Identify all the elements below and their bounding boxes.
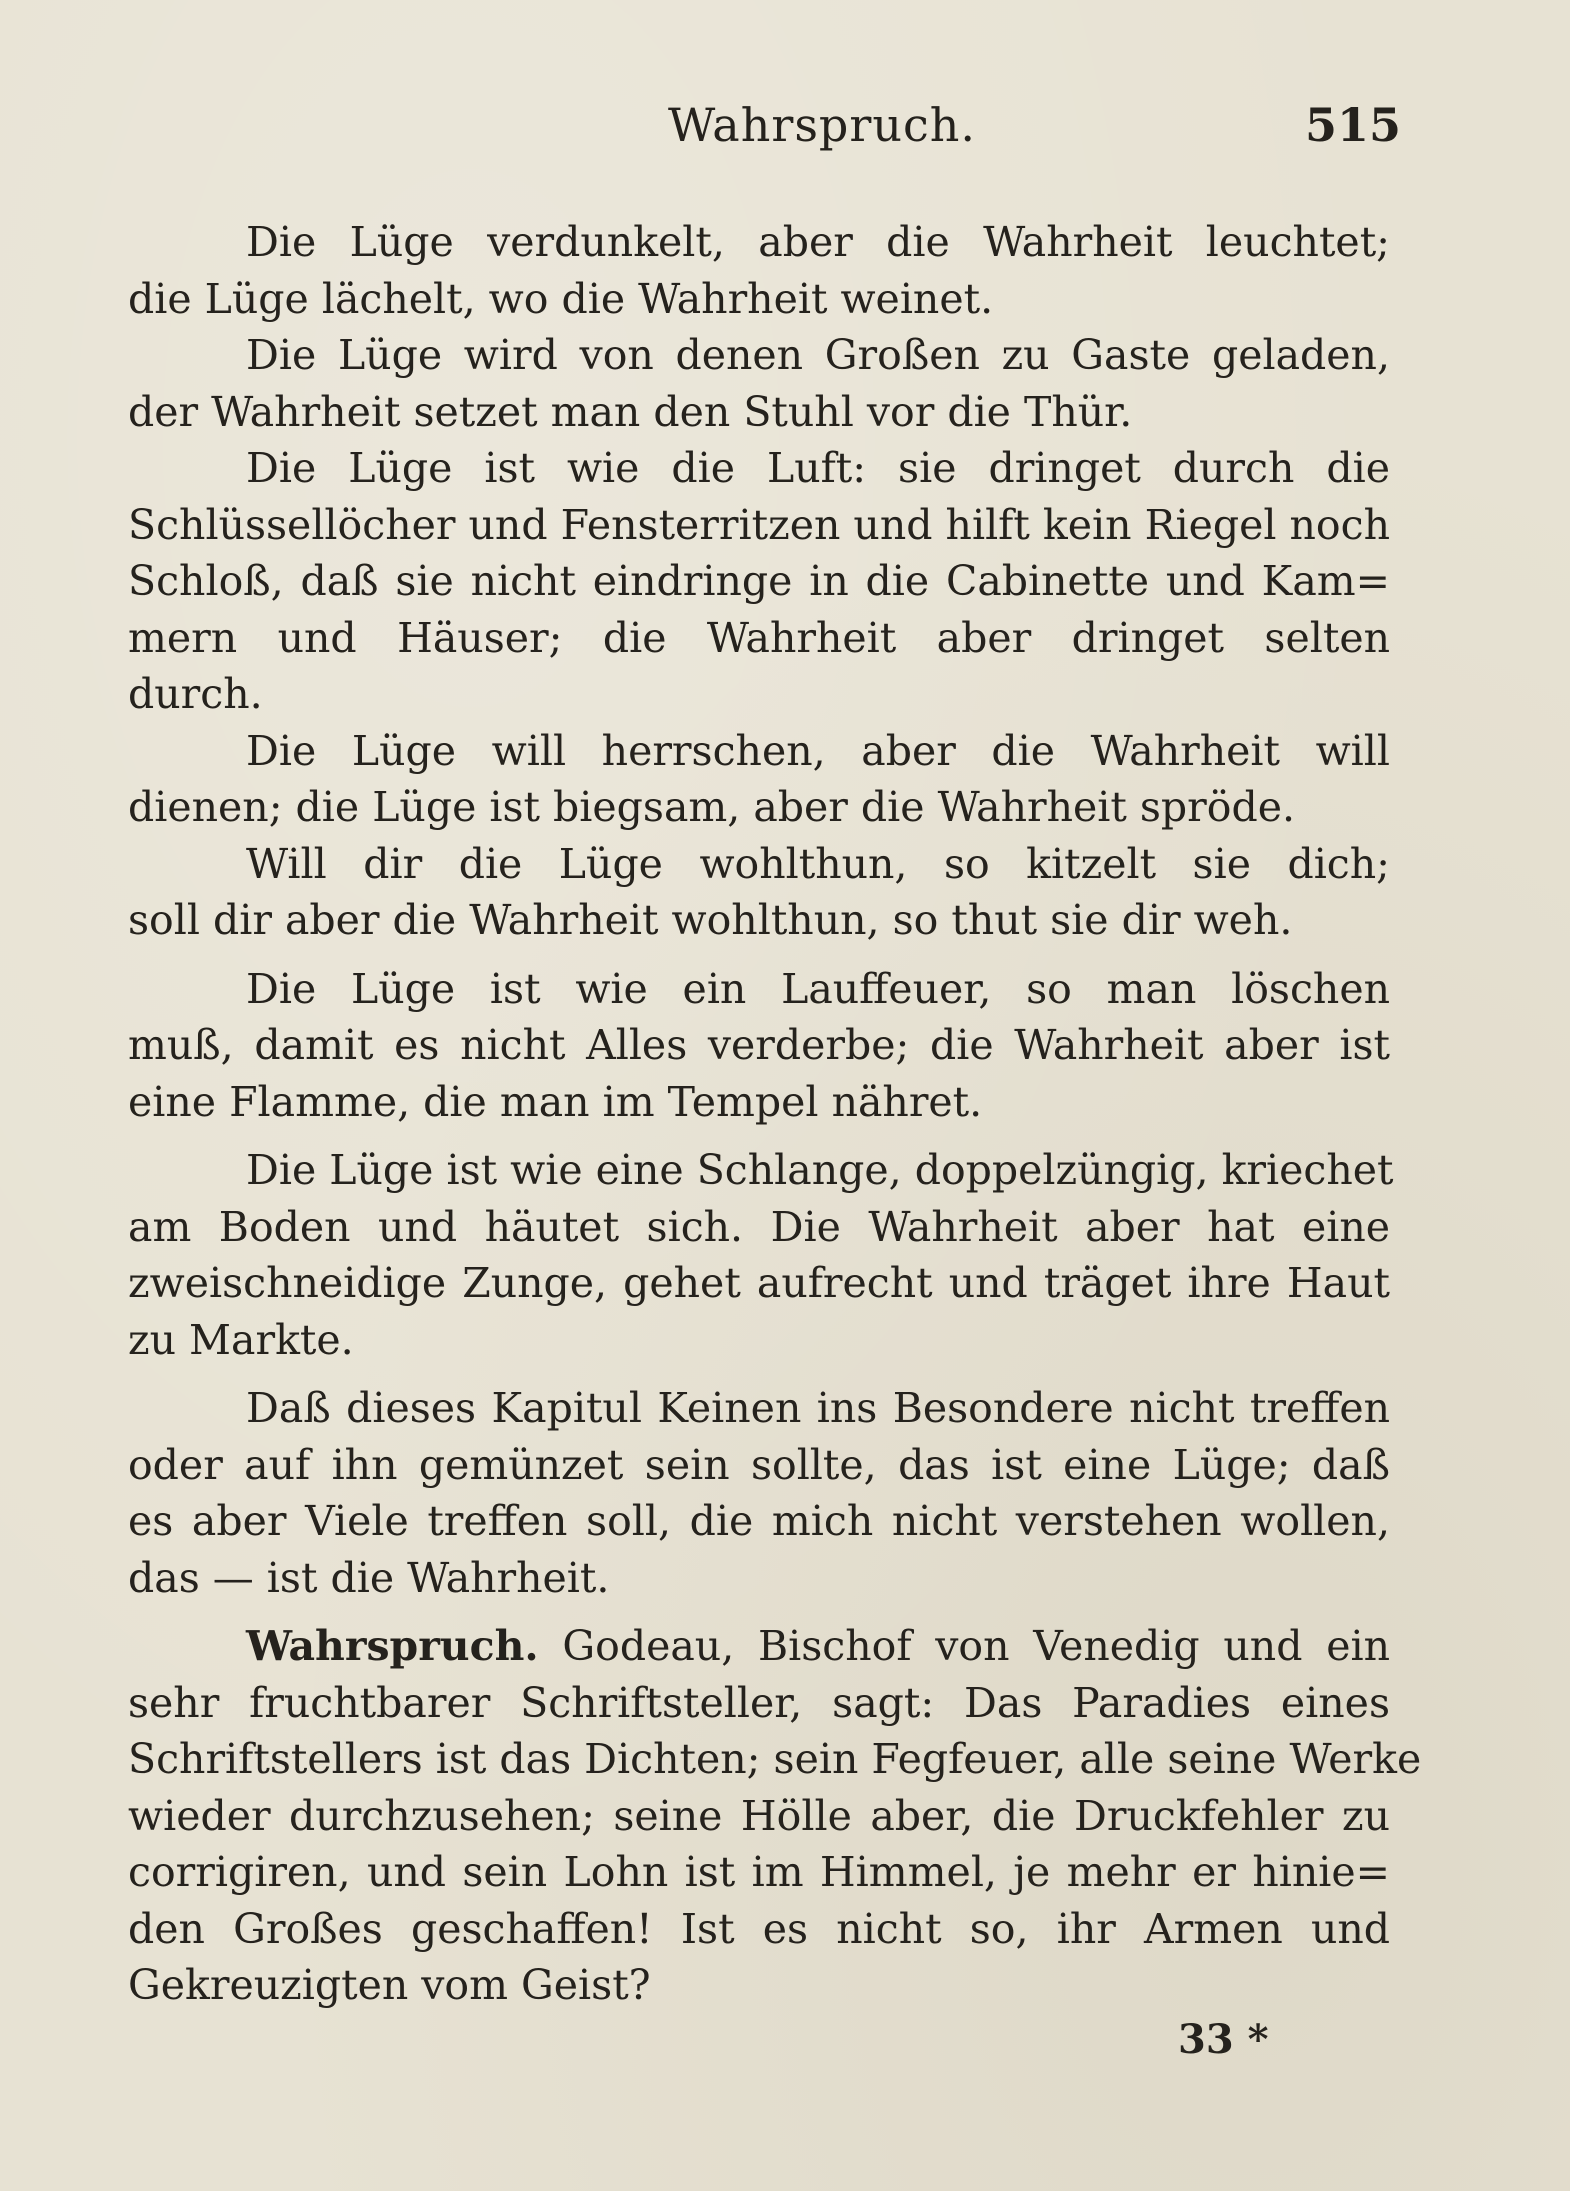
paragraph-gap bbox=[128, 1130, 1390, 1142]
text-line: Schriftstellers ist das Dichten; sein Fegfeuer, alle seine Werke bbox=[128, 1735, 1422, 1783]
entry-first-line-text: Godeau, Bischof von Venedig und ein bbox=[562, 1622, 1390, 1670]
text-line: Die Lüge will herrschen, aber die Wahrheit will bbox=[246, 726, 1390, 775]
text-line: Die Lüge ist wie ein Lauffeuer, so man löschen bbox=[246, 964, 1390, 1013]
text-line: Schloß, daß sie nicht eindringe in die Cabinette und Kam= bbox=[128, 557, 1390, 605]
entry-lemma: Wahrspruch. bbox=[246, 1622, 539, 1670]
text-line: Daß dieses Kapitul Keinen ins Besondere nicht treffen bbox=[246, 1384, 1390, 1432]
text-line: muß, damit es nicht Alles verderbe; die Wahrheit aber ist bbox=[128, 1021, 1390, 1069]
text-line: soll dir aber die Wahrheit wohlthun, so thut sie dir weh. bbox=[128, 896, 1293, 944]
text-line: sehr fruchtbarer Schriftsteller, sagt: Das Paradies eines bbox=[128, 1678, 1390, 1727]
text-line: oder auf ihn gemünzet sein sollte, das ist eine Lüge; daß bbox=[128, 1440, 1390, 1489]
signature-mark: 33 * bbox=[1178, 2016, 1269, 2063]
text-line: den Großes geschaffen! Ist es nicht so, ihr Armen und bbox=[128, 1904, 1390, 1953]
text-line: es aber Viele treffen soll, die mich nicht verstehen wollen, bbox=[128, 1497, 1390, 1545]
text-line: Will dir die Lüge wohlthun, so kitzelt sie dich; bbox=[246, 839, 1390, 888]
text-line: mern und Häuser; die Wahrheit aber dringet selten bbox=[128, 613, 1390, 662]
text-line: dienen; die Lüge ist biegsam, aber die Wahrheit spröde. bbox=[128, 783, 1295, 831]
text-line: zu Markte. bbox=[128, 1315, 354, 1364]
text-line: die Lüge lächelt, wo die Wahrheit weinet. bbox=[128, 274, 994, 323]
text-line: der Wahrheit setzet man den Stuhl vor die Thür. bbox=[128, 387, 1133, 436]
text-line: Gekreuzigten vom Geist? bbox=[128, 1961, 651, 2009]
text-line: am Boden und häutet sich. Die Wahrheit aber hat eine bbox=[128, 1202, 1390, 1251]
paragraph-gap bbox=[128, 949, 1390, 961]
text-line: Die Lüge ist wie die Luft: sie dringet durch die bbox=[246, 444, 1390, 492]
text-line: eine Flamme, die man im Tempel nähret. bbox=[128, 1077, 983, 1126]
paragraph-gap bbox=[128, 1368, 1390, 1380]
text-line: Die Lüge wird von denen Großen zu Gaste geladen, bbox=[246, 331, 1390, 379]
paragraph-gap bbox=[128, 1606, 1390, 1618]
text-line: Die Lüge ist wie eine Schlange, doppelzüngig, kriechet bbox=[246, 1146, 1394, 1194]
text-line: Schlüssellöcher und Fensterritzen und hilft kein Riegel noch bbox=[128, 500, 1390, 549]
text-line: Die Lüge verdunkelt, aber die Wahrheit leuchtet; bbox=[246, 218, 1390, 266]
text-line: das — ist die Wahrheit. bbox=[128, 1553, 610, 1602]
body-text bbox=[128, 214, 1422, 2014]
text-line: wieder durchzusehen; seine Hölle aber, die Druckfehler zu bbox=[128, 1791, 1390, 1840]
entry-first-line bbox=[128, 1618, 1390, 1675]
running-head-title: Wahrspruch. bbox=[668, 98, 977, 152]
page-number: 515 bbox=[1305, 98, 1402, 152]
text-line: corrigiren, und sein Lohn ist im Himmel, je mehr er hinie= bbox=[128, 1848, 1390, 1896]
text-line: zweischneidige Zunge, gehet aufrecht und träget ihre Haut bbox=[128, 1259, 1390, 1307]
text-line: durch. bbox=[128, 670, 263, 718]
